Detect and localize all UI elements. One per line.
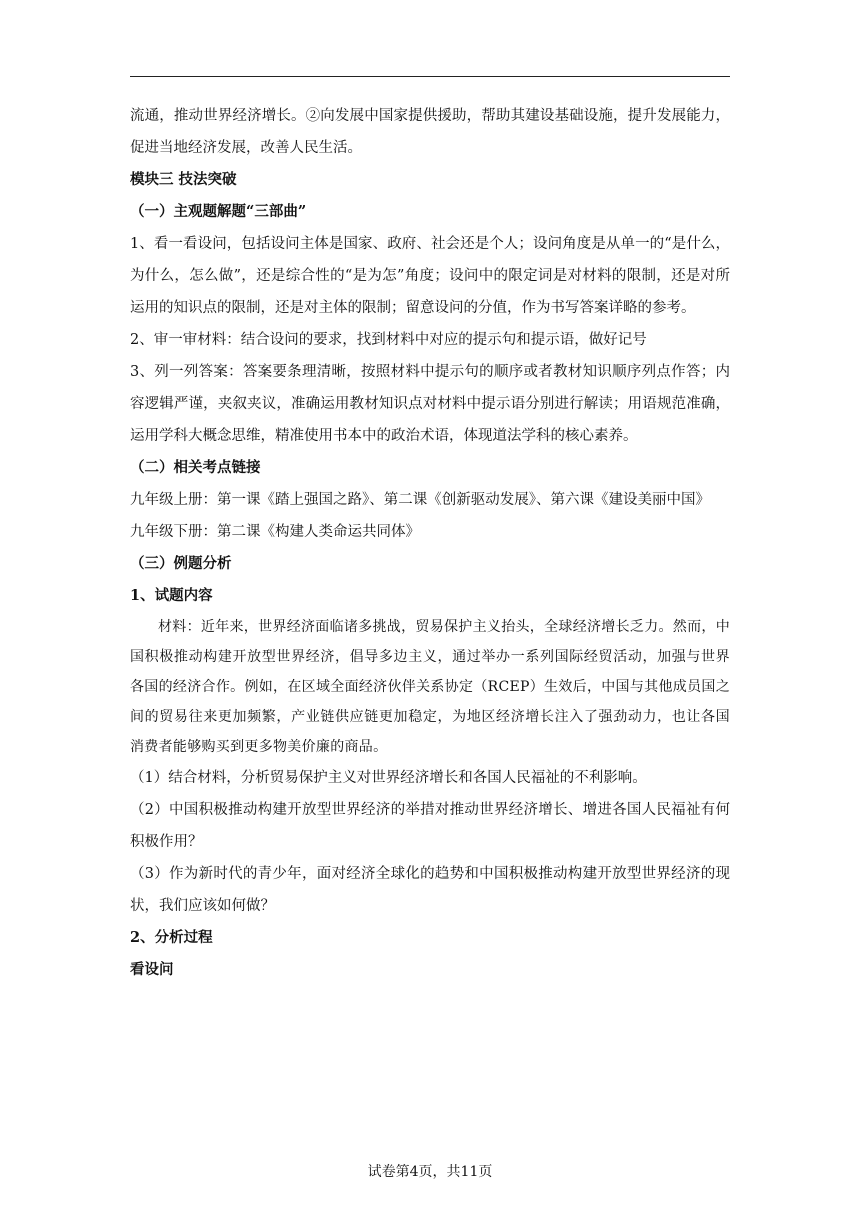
paragraph: 1、看一看设问，包括设问主体是国家、政府、社会还是个人；设问角度是从单一的“是什么，为什么，怎么做”，还是综合性的“是为怎”角度；设问中的限定词是对材料的限制，还是对所运用的知识点的限制，还是对主体的限制；留意设问的分值，作为书写答案详略的参考。 bbox=[130, 236, 730, 316]
subsection-heading: 1、试题内容 bbox=[130, 587, 213, 604]
question-1: （1）结合材料，分析贸易保护主义对世界经济增长和各国人民福祉的不利影响。 bbox=[130, 770, 647, 786]
paragraph: 九年级上册：第一课《踏上强国之路》、第二课《创新驱动发展》、第六课《建设美丽中国》 bbox=[130, 492, 710, 508]
section-heading: （三）例题分析 bbox=[130, 555, 232, 572]
paragraph: 2、审一审材料：结合设问的要求，找到材料中对应的提示句和提示语，做好记号 bbox=[130, 332, 647, 348]
question-2: （2）中国积极推动构建开放型世界经济的举措对推动世界经济增长、增进各国人民福祉有何积极作用？ bbox=[130, 802, 730, 850]
paragraph: 九年级下册：第二课《构建人类命运共同体》 bbox=[130, 524, 420, 540]
page-footer: 试卷第4页，共11页 bbox=[367, 1164, 493, 1180]
section-heading: （一）主观题解题“三部曲” bbox=[130, 203, 307, 220]
section-heading: （二）相关考点链接 bbox=[130, 459, 261, 476]
subsection-heading: 2、分析过程 bbox=[130, 929, 213, 946]
page-content bbox=[130, 100, 730, 986]
header-rule bbox=[130, 76, 730, 77]
material-paragraph: 材料：近年来，世界经济面临诸多挑战，贸易保护主义抬头，全球经济增长乏力。然而，中国积极推动构建开放型世界经济，倡导多边主义，通过举办一系列国际经贸活动，加强与世界各国的经济合作。例如，在区域全面经济伙伴关系协定（RCEP）生效后，中国与其他成员国之间的贸易往来更加频繁，产业链供应链更加稳定，为地区经济增长注入了强劲动力，也让各国消费者能够购买到更多物美价廉的商品。 bbox=[130, 619, 730, 755]
module-heading: 模块三 技法突破 bbox=[130, 171, 237, 188]
paragraph: 流通，推动世界经济增长。②向发展中国家提供援助，帮助其建设基础设施，提升发展能力，促进当地经济发展，改善人民生活。 bbox=[130, 108, 730, 156]
paragraph: 3、列一列答案：答案要条理清晰，按照材料中提示句的顺序或者教材知识顺序列点作答；内容逻辑严谨，夹叙夹议，准确运用教材知识点对材料中提示语分别进行解读；用语规范准确，运用学科大概念思维，精准使用书本中的政治术语，体现道法学科的核心素养。 bbox=[130, 364, 730, 444]
subsection-heading: 看设问 bbox=[130, 961, 174, 978]
question-3: （3）作为新时代的青少年，面对经济全球化的趋势和中国积极推动构建开放型世界经济的现状，我们应该如何做？ bbox=[130, 866, 730, 914]
